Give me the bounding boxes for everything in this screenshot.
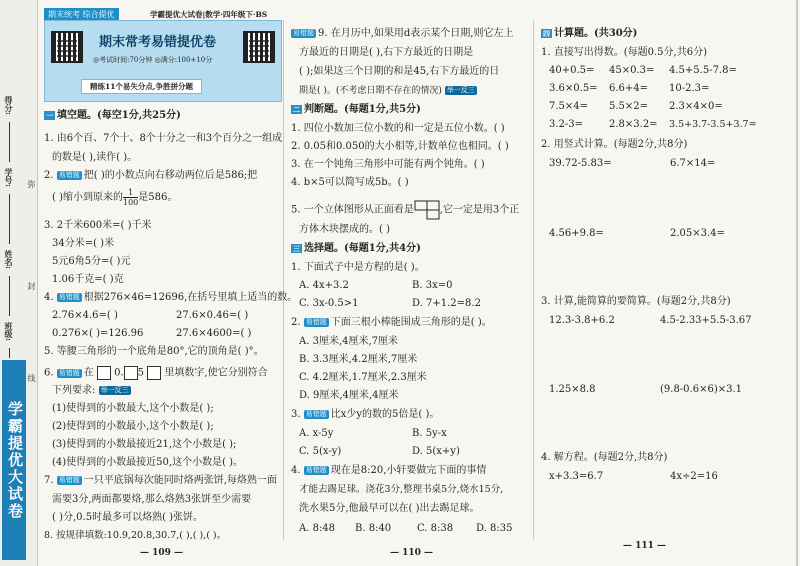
section-marker: 三	[293, 244, 300, 253]
fraction-den: 100	[122, 198, 139, 207]
q7-line2: 需要3分,两面都要烙,那么烙熟3张饼至少需要	[52, 494, 252, 505]
tag-error-prone: 易错题	[58, 476, 80, 484]
choice-4-line2: 才能去踢足球。浇花3分,整理书桌5分,烧水15分,	[299, 484, 504, 495]
choice-1-B: B. 3x=0	[412, 280, 453, 291]
section-judge	[291, 104, 421, 116]
tag-error-prone: 易错题	[58, 171, 80, 179]
q6-sub4: (4)使得到的小数最接近50,这个小数是( )。	[52, 457, 244, 468]
exam-header	[44, 20, 282, 102]
judge-5-line2: 方体木块摆成的。( )	[299, 224, 390, 235]
q7-line1: 7. 易错题 一只平底锅每次能同时烙两张饼,每烙熟一面	[44, 475, 277, 486]
judge-2: 2. 0.05和0.050的大小相等,计数单位也相同。( )	[291, 141, 509, 152]
q7-line3: ( )分,0.5时最多可以烙熟( )张饼。	[52, 512, 204, 523]
tag-error-prone: 易错题	[305, 410, 327, 418]
equation-1: x+3.3=6.7	[549, 471, 604, 482]
q7-text: 一只平底锅每次能同时烙两张饼,每烙熟一面	[83, 475, 277, 486]
q9-line1	[291, 28, 513, 40]
direct-1-2: 10-2.3=	[669, 83, 710, 94]
section-fill-blank	[44, 110, 181, 122]
calc-4-title: 4. 解方程。(每题2分,共8分)	[541, 452, 668, 463]
direct-0-0: 40+0.5=	[549, 65, 595, 76]
q4-line1: 4. 易错题 根据276×46=12696,在括号里填上适当的数。	[44, 292, 298, 303]
seal-char-3: 线	[27, 374, 36, 382]
equation-2: 4x÷2=16	[670, 471, 718, 482]
q2-line1: 2. 易错题 把( )的小数点向右移动两位后是586;把	[44, 170, 258, 181]
student-id-line	[9, 194, 10, 244]
direct-1-1: 6.6+4=	[609, 83, 649, 94]
section-title: 选择题。(每题1分,共4分)	[304, 243, 421, 254]
choice-1-D: D. 7+1.2=8.2	[412, 298, 481, 309]
column-divider-2	[533, 20, 534, 540]
tag-error-prone: 易错题	[305, 466, 327, 474]
tag-error-prone: 易错题	[58, 293, 80, 301]
direct-2-0: 7.5×4=	[549, 101, 589, 112]
q4-r1a: 2.76×4.6=( )	[52, 310, 118, 321]
student-id-label: 学号:	[4, 168, 14, 187]
choice-3-D: D. 5(x+y)	[412, 446, 460, 457]
front-view-icon	[414, 200, 440, 220]
direct-2-2: 2.3×4×0=	[669, 101, 723, 112]
vertical-2: 6.7×14=	[670, 158, 716, 169]
exam-title: 期末常考易错提优卷	[99, 35, 217, 50]
q6-post: 里填数字,使它分别符合	[164, 367, 268, 379]
simplify-1: 12.3-3.8+6.2	[549, 315, 615, 326]
q6-line1: 6. 易错题 在 0. 5 里填数字,使它分别符合	[44, 367, 268, 379]
tag-extend: 举一反三	[446, 86, 475, 94]
binding-gutter	[0, 0, 38, 566]
judge-1: 1. 四位小数加三位小数的和一定是五位小数。( )	[291, 123, 505, 134]
section-title: 判断题。(每题1分,共5分)	[304, 104, 421, 115]
page-number: — 111 —	[623, 541, 667, 551]
seal-char-1: 弥	[27, 180, 36, 188]
calc-3-title: 3. 计算,能简算的要简算。(每题2分,共8分)	[541, 296, 731, 307]
judge-5-line1	[291, 200, 519, 220]
tag-error-prone: 易错题	[58, 368, 80, 377]
section-marker: 二	[293, 105, 300, 114]
choice-1-C: C. 3x-0.5>1	[299, 298, 359, 309]
class-line	[9, 348, 10, 358]
choice-4-D: D. 8:35	[476, 523, 513, 534]
tag-error-prone: 易错题	[305, 318, 327, 326]
simplify-3: 1.25×8.8	[549, 384, 596, 395]
choice-1: 1. 下面式子中是方程的是( )。	[291, 262, 425, 273]
brand-series: 学霸提优大试卷|数学·四年级下·BS	[150, 10, 268, 19]
choice-2-D: D. 9厘米,4厘米,4厘米	[299, 390, 399, 401]
direct-2-1: 5.5×2=	[609, 101, 649, 112]
digit-box	[147, 366, 161, 380]
q1-line2: 的数是( ),读作( )。	[52, 152, 138, 163]
choice-3: 3. 易错题 比x少y的数的5倍是( )。	[291, 409, 440, 420]
direct-1-0: 3.6×0.5=	[549, 83, 598, 94]
judge-4: 4. b×5可以简写成5b。( )	[291, 177, 409, 188]
vertical-1: 39.72-5.83=	[549, 158, 612, 169]
direct-0-2: 4.5+5.5-7.8=	[669, 65, 737, 76]
judge-3: 3. 在一个钝角三角形中可能有两个钝角。( )	[291, 159, 485, 170]
calc-1-title: 1. 直接写出得数。(每题0.5分,共6分)	[541, 47, 707, 58]
choice-4-A: A. 8:48	[299, 523, 336, 534]
choice-3-C: C. 5(x-y)	[299, 446, 342, 457]
page-edge	[796, 0, 798, 566]
q4-r2a: 0.276×( )=126.96	[52, 328, 144, 339]
direct-3-1: 2.8×3.2=	[609, 119, 658, 130]
q6-sub2: (2)使得到的小数最小,这个小数是( );	[52, 421, 214, 432]
section-marker: 一	[46, 111, 53, 120]
q6-mid1: 0.	[114, 367, 124, 379]
section-title: 计算题。(共30分)	[554, 28, 638, 39]
direct-3-2: 3.5+3.7-3.5+3.7=	[669, 119, 757, 130]
brand-tag: 期末统考 综合提优	[44, 8, 119, 21]
q5: 5. 等腰三角形的一个底角是80°,它的顶角是( )°。	[44, 346, 264, 357]
section-calc	[541, 28, 637, 40]
column-divider-1	[283, 20, 284, 540]
q6-line2	[52, 385, 133, 397]
exam-meta: ◎考试时间:70分钟 ◎满分:100+10分	[93, 56, 213, 64]
q2-pre: ( )缩小到原来的	[52, 192, 123, 203]
direct-0-1: 45×0.3=	[609, 65, 655, 76]
choice-2: 2. 易错题 下面三根小棒能围成三角形的是( )。	[291, 317, 492, 328]
name-line	[9, 276, 10, 316]
q3-line3: 5元6角5分=( )元	[52, 256, 131, 267]
q6-pre: 在	[83, 367, 94, 379]
fraction-num: 1	[123, 188, 138, 198]
q6-sub1: (1)使得到的小数最大,这个小数是( );	[52, 403, 214, 414]
direct-3-0: 3.2-3=	[549, 119, 584, 130]
q9-text: 9. 在月历中,如果用d表示某个日期,则它左上	[318, 28, 514, 39]
choice-4-line1: 4. 易错题 现在是8:20,小轩要做完下面的事情	[291, 465, 487, 476]
judge-5-pre: 5. 一个立体图形从正面看是	[291, 204, 414, 216]
digit-box	[97, 366, 111, 380]
calc-2-title: 2. 用竖式计算。(每题2分,共8分)	[541, 139, 688, 150]
q6-sub3: (3)使得到的小数最接近21,这个小数是( );	[52, 439, 237, 450]
choice-2-text: 下面三根小棒能围成三角形的是( )。	[330, 317, 492, 328]
qr-code-right-icon	[243, 31, 275, 63]
simplify-4: (9.8-0.6×6)×3.1	[660, 384, 743, 395]
q2-line2	[52, 188, 177, 207]
q6-req: 下列要求:	[52, 385, 96, 396]
choice-3-A: A. x-5y	[299, 428, 334, 439]
name-label: 姓名:	[4, 250, 14, 269]
choice-2-B: B. 3.3厘米,4.2厘米,7厘米	[299, 354, 418, 365]
choice-4-line3: 洗水果5分,他最早可以在( )出去踢足球。	[299, 503, 480, 514]
q4-r2b: 27.6×4600=( )	[176, 328, 252, 339]
q3-line4: 1.06千克=( )克	[52, 274, 124, 285]
section-choice	[291, 243, 421, 255]
choice-2-C: C. 4.2厘米,1.7厘米,2.3厘米	[299, 372, 427, 383]
qr-code-left-icon	[51, 31, 83, 63]
series-band: 学霸提优大试卷	[2, 360, 26, 560]
q3-line1: 3. 2千米600米=( )千米	[44, 220, 152, 231]
q9-tail: 期是( )。(不考虑日期不存在的情况)	[299, 86, 442, 96]
exam-tip: 精练11个易失分点,争胜拼分题	[81, 79, 202, 94]
q9-line4	[299, 85, 479, 97]
q4-text: 根据276×46=12696,在括号里填上适当的数。	[83, 292, 298, 303]
judge-5-post: ,它一定是用3个正	[439, 204, 520, 216]
tag-error-prone: 易错题	[293, 29, 314, 37]
digit-box	[124, 366, 138, 380]
q4-r1b: 27.6×0.46=( )	[176, 310, 249, 321]
q8: 8. 按规律填数:10.9,20.8,30.7,( ),( ),( )。	[44, 530, 227, 541]
score-label: 得分:	[4, 96, 14, 115]
choice-4-text: 现在是8:20,小轩要做完下面的事情	[330, 465, 487, 476]
choice-1-A: A. 4x+3.2	[299, 280, 349, 291]
tag-extend: 举一反三	[100, 386, 129, 394]
section-title: 填空题。(每空1分,共25分)	[57, 110, 181, 121]
choice-3-B: B. 5y-x	[412, 428, 447, 439]
fraction	[123, 188, 138, 207]
simplify-2: 4.5-2.33+5.5-3.67	[660, 315, 752, 326]
choice-2-A: A. 3厘米,4厘米,7厘米	[299, 336, 399, 347]
q2-post: 是586。	[138, 192, 178, 203]
q3-line2: 34分米=( )米	[52, 238, 115, 249]
score-line	[9, 122, 10, 162]
q9-line3: ( );如果这三个日期的和是45,右下方最近的日	[299, 66, 500, 77]
q6-mid2: 5	[137, 367, 145, 379]
page-number: — 109 —	[140, 548, 184, 558]
choice-4-C: C. 8:38	[417, 523, 454, 534]
vertical-3: 4.56+9.8=	[549, 228, 604, 239]
vertical-4: 2.05×3.4=	[670, 228, 725, 239]
choice-4-B: B. 8:40	[355, 523, 392, 534]
page-number: — 110 —	[390, 548, 434, 558]
class-label: 班级:	[4, 322, 14, 341]
q1-line1: 1. 由6个百、7个十、8个十分之一和3个百分之一组成	[44, 133, 283, 144]
q9-line2: 方最近的日期是( ),右下方最近的日期是	[299, 47, 474, 58]
section-marker: 四	[543, 29, 550, 38]
choice-3-text: 比x少y的数的5倍是( )。	[330, 409, 440, 420]
seal-char-2: 封	[27, 282, 36, 290]
q2-text: 把( )的小数点向右移动两位后是586;把	[83, 170, 258, 181]
